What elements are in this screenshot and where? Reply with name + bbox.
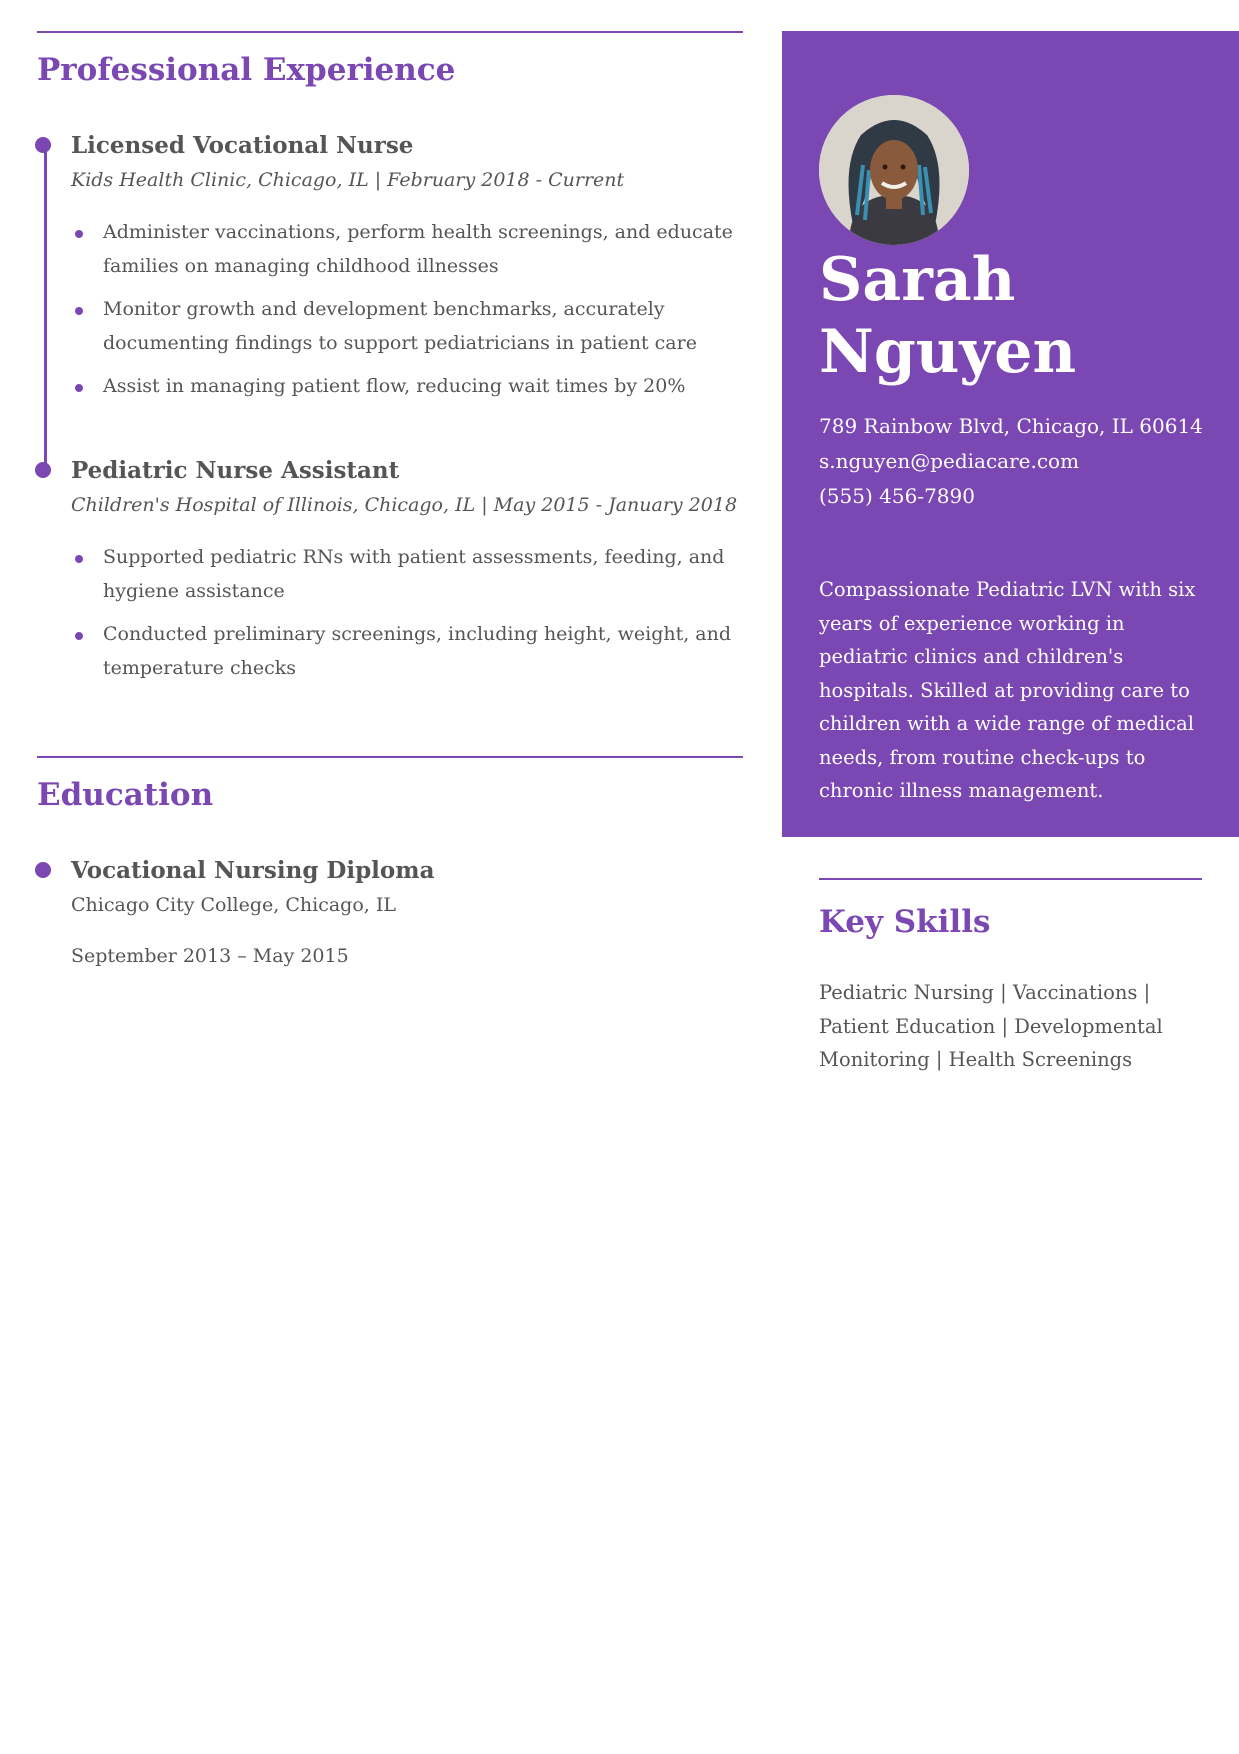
- job-bullet: Monitor growth and development benchmarks, accurately documenting findings to support pediatricians in patient care: [71, 292, 743, 360]
- skills-list: Pediatric Nursing | Vaccinations | Patient Education | Developmental Monitoring | Health Screenings: [819, 981, 1163, 1071]
- timeline-line: [44, 145, 47, 471]
- job-title: Licensed Vocational Nurse: [71, 132, 414, 159]
- job-title: Pediatric Nurse Assistant: [71, 457, 400, 484]
- job-entry: [37, 457, 743, 694]
- job-bullet: Supported pediatric RNs with patient assessments, feeding, and hygiene assistance: [71, 540, 743, 608]
- experience-rule: [37, 31, 743, 33]
- contact-info: [819, 409, 1203, 514]
- timeline-dot: [35, 137, 51, 153]
- avatar: [819, 95, 969, 245]
- phone[interactable]: (555) 456-7890: [819, 484, 975, 508]
- job-meta: Kids Health Clinic, Chicago, IL | February 2018 - Current: [71, 169, 625, 191]
- job-bullet: Assist in managing patient flow, reducing wait times by 20%: [71, 369, 743, 403]
- school-name: Chicago City College, Chicago, IL: [71, 894, 396, 916]
- skills-rule: [819, 878, 1202, 880]
- avatar-photo-icon: [819, 95, 969, 245]
- timeline-dot: [35, 862, 51, 878]
- experience-heading: Professional Experience: [37, 52, 456, 88]
- degree-title: Vocational Nursing Diploma: [71, 857, 435, 884]
- profile-panel: [782, 31, 1239, 837]
- education-heading: Education: [37, 777, 214, 813]
- job-meta: Children's Hospital of Illinois, Chicago, IL | May 2015 - January 2018: [71, 494, 738, 516]
- skills-heading: Key Skills: [819, 904, 991, 940]
- profile-summary: Compassionate Pediatric LVN with six years of experience working in pediatric clinics and children's hospitals. Skilled at providing care to children with a wide range of medical needs, from routine check-ups to chronic illness management.: [819, 578, 1196, 802]
- education-dates: September 2013 – May 2015: [71, 945, 349, 967]
- first-name: Sarah: [819, 245, 1016, 315]
- last-name: Nguyen: [819, 317, 1077, 387]
- job-bullets: [71, 215, 743, 403]
- job-bullet: Administer vaccinations, perform health screenings, and educate families on managing childhood illnesses: [71, 215, 743, 283]
- timeline-dot: [35, 462, 51, 478]
- job-bullet: Conducted preliminary screenings, including height, weight, and temperature checks: [71, 617, 743, 685]
- job-bullets: [71, 540, 743, 685]
- education-rule: [37, 756, 743, 758]
- job-entry: [37, 132, 743, 412]
- address: 789 Rainbow Blvd, Chicago, IL 60614: [819, 414, 1203, 438]
- education-entry: [37, 857, 743, 967]
- email[interactable]: s.nguyen@pediacare.com: [819, 449, 1080, 473]
- full-name: [819, 244, 1076, 388]
